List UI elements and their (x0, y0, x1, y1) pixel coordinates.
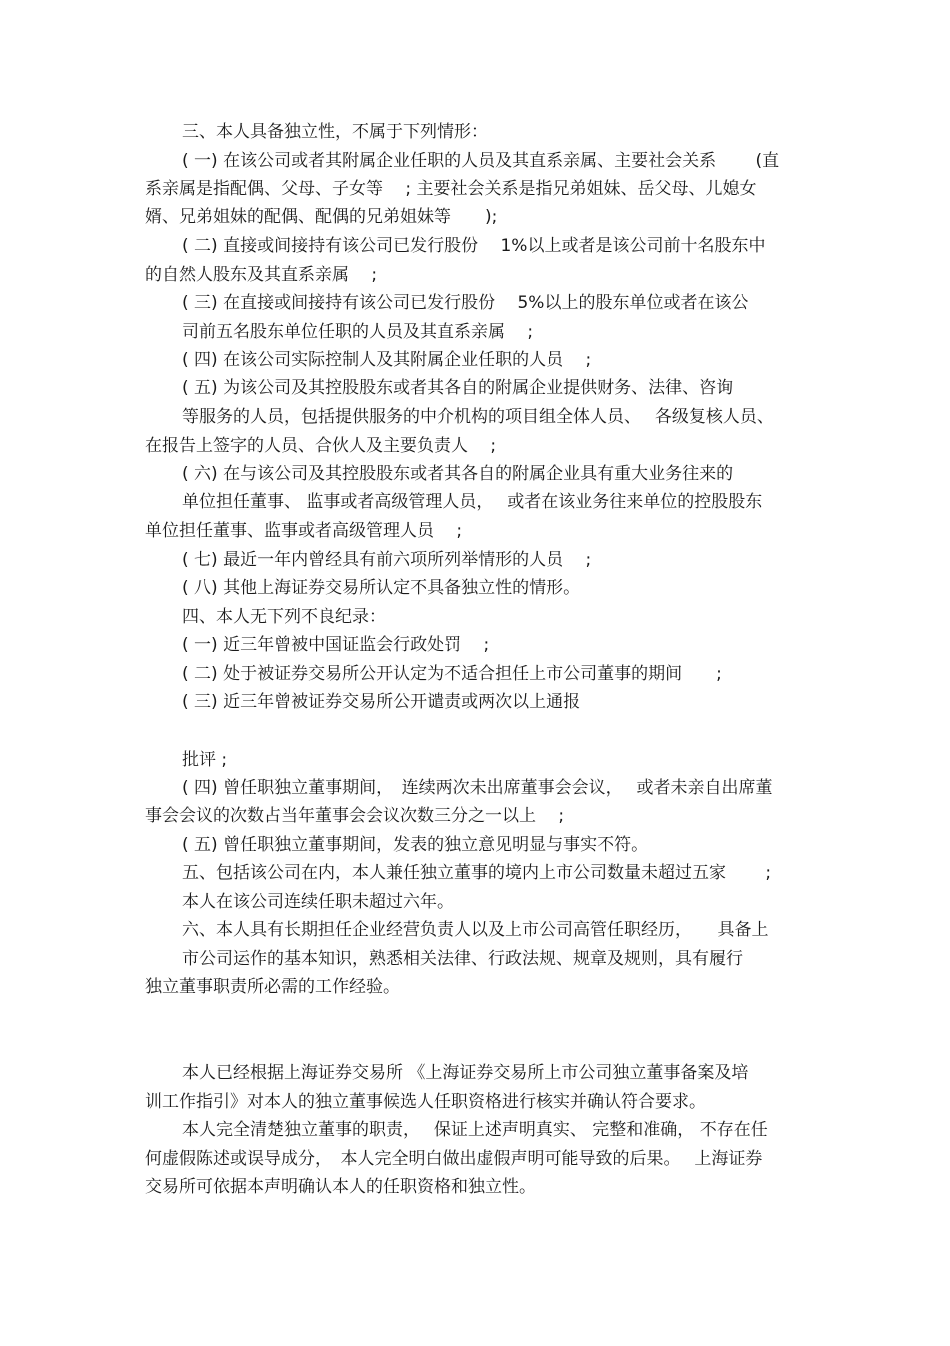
text-line: ( 二) 直接或间接持有该公司已发行股份 1%以上或者是该公司前十名股东中 (182, 236, 766, 256)
text-line: 市公司运作的基本知识，熟悉相关法律、行政法规、规章及规则，具有履行 (182, 949, 743, 969)
text-line: 何虚假陈述或误导成分， 本人完全明白做出虚假声明可能导致的后果。 上海证券 (145, 1149, 763, 1169)
text-line: 在报告上签字的人员、合伙人及主要负责人 ; (145, 436, 497, 456)
text-line: 五、包括该公司在内，本人兼任独立董事的境内上市公司数量未超过五家 ; (182, 863, 772, 883)
text-line: 司前五名股东单位任职的人员及其直系亲属 ; (182, 322, 534, 342)
text-line: 婿、兄弟姐妹的配偶、配偶的兄弟姐妹等 ); (145, 207, 498, 227)
text-line: ( 三) 近三年曾被证券交易所公开谴责或两次以上通报 (182, 692, 581, 712)
text-line: 的自然人股东及其直系亲属 ; (145, 265, 378, 285)
text-line: 批评 ; (182, 750, 228, 770)
text-line: ( 七) 最近一年内曾经具有前六项所列举情形的人员 ; (182, 550, 592, 570)
text-line: ( 四) 曾任职独立董事期间， 连续两次未出席董事会会议， 或者未亲自出席董 (182, 778, 773, 798)
text-line: ( 四) 在该公司实际控制人及其附属企业任职的人员 ; (182, 350, 592, 370)
text-line: 系亲属是指配偶、父母、子女等 ; 主要社会关系是指兄弟姐妹、岳父母、儿媳女 (145, 179, 757, 199)
text-line: ( 二) 处于被证券交易所公开认定为不适合担任上市公司董事的期间 ; (182, 664, 722, 684)
text-line: ( 八) 其他上海证券交易所认定不具备独立性的情形。 (182, 578, 581, 598)
text-line: 本人在该公司连续任职未超过六年。 (182, 892, 454, 912)
text-line: 四、本人无下列不良纪录： (182, 607, 386, 627)
text-line: 三、本人具备独立性，不属于下列情形： (182, 122, 488, 142)
text-line: 独立董事职责所必需的工作经验。 (145, 977, 400, 997)
text-line: 训工作指引》对本人的独立董事候选人任职资格进行核实并确认符合要求。 (145, 1092, 706, 1112)
text-line: ( 三) 在直接或间接持有该公司已发行股份 5%以上的股东单位或者在该公 (182, 293, 749, 313)
text-line: 等服务的人员，包括提供服务的中介机构的项目组全体人员、 各级复核人员、 (182, 407, 774, 427)
text-line: ( 一) 近三年曾被中国证监会行政处罚 ; (182, 635, 490, 655)
text-line: ( 六) 在与该公司及其控股股东或者其各自的附属企业具有重大业务往来的 (182, 464, 734, 484)
text-line: ( 五) 为该公司及其控股股东或者其各自的附属企业提供财务、法律、咨询 (182, 378, 734, 398)
text-line: 单位担任董事、 监事或者高级管理人员， 或者在该业务往来单位的控股股东 (182, 492, 763, 512)
text-line: 本人已经根据上海证券交易所 《上海证券交易所上市公司独立董事备案及培 (182, 1063, 749, 1083)
text-line: 交易所可依据本声明确认本人的任职资格和独立性。 (145, 1177, 536, 1197)
text-line: 本人完全清楚独立董事的职责， 保证上述声明真实、 完整和准确， 不存在任 (182, 1120, 768, 1140)
text-line: 六、本人具有长期担任企业经营负责人以及上市公司高管任职经历， 具备上 (182, 920, 769, 940)
text-line: 事会会议的次数占当年董事会会议次数三分之一以上 ; (145, 806, 565, 826)
text-line: ( 五) 曾任职独立董事期间，发表的独立意见明显与事实不符。 (182, 835, 649, 855)
text-line: 单位担任董事、监事或者高级管理人员 ; (145, 521, 463, 541)
text-line: ( 一) 在该公司或者其附属企业任职的人员及其直系亲属、主要社会关系 (直 (182, 151, 780, 171)
